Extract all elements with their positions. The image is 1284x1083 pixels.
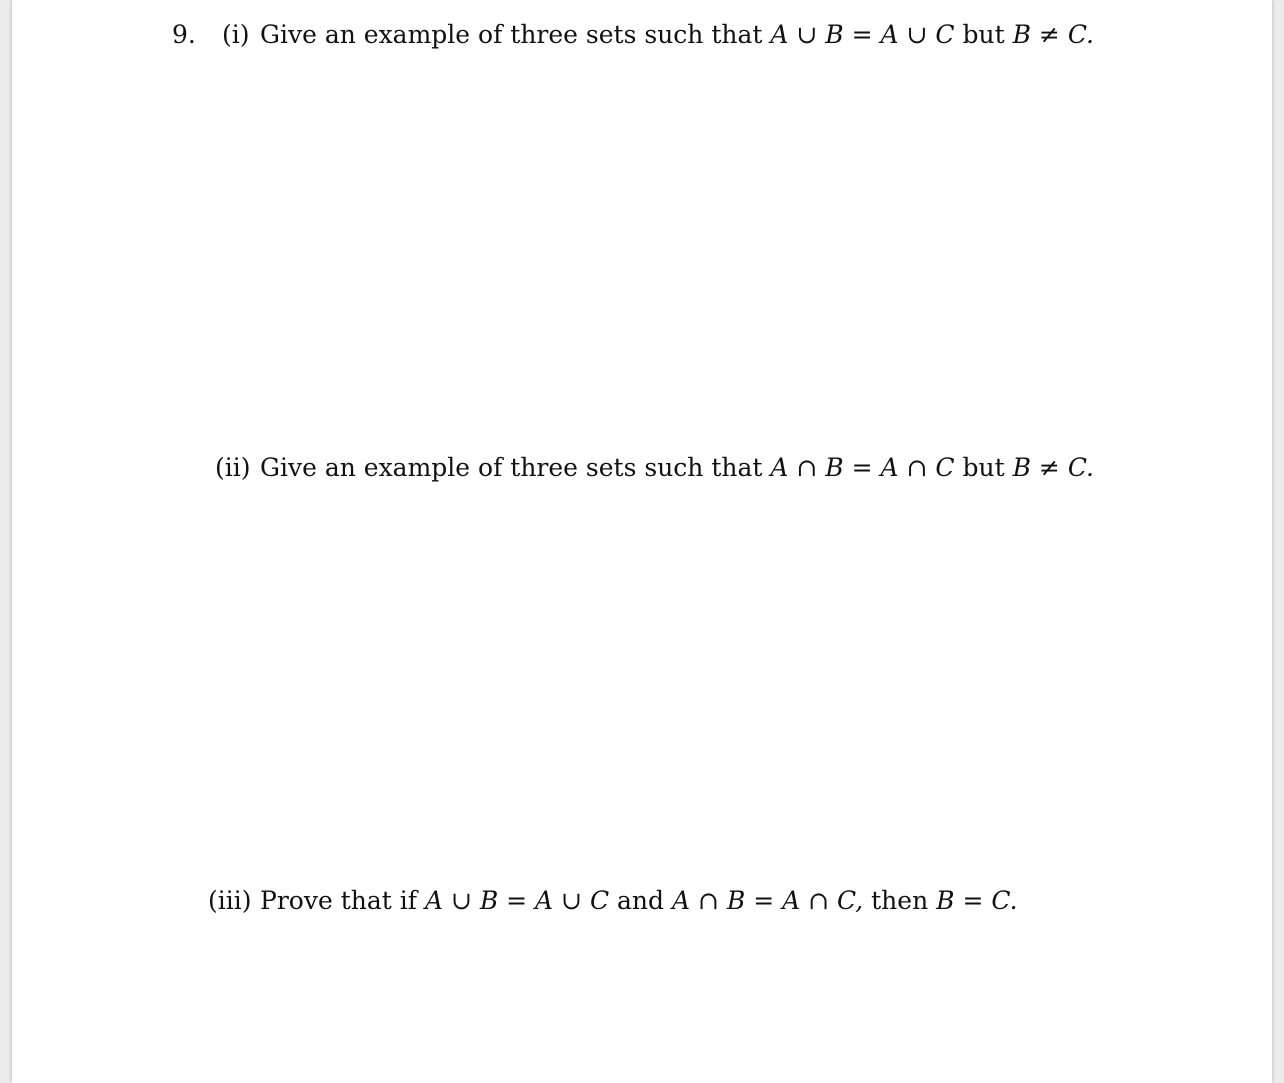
document-page bbox=[12, 0, 1272, 1083]
part-prefix: Prove that if bbox=[260, 886, 417, 915]
question-number: 9. bbox=[172, 20, 196, 49]
math-expression: A ∩ B = A ∩ C, bbox=[672, 886, 864, 915]
part-text bbox=[260, 20, 1094, 50]
part-connector: and bbox=[617, 886, 665, 915]
part-prefix: Give an example of three sets such that bbox=[260, 453, 763, 482]
part-text bbox=[260, 453, 1094, 483]
part-prefix: Give an example of three sets such that bbox=[260, 20, 763, 49]
part-label: (i) bbox=[222, 20, 250, 49]
math-expression: B ≠ C. bbox=[1012, 20, 1095, 49]
math-expression: A ∪ B = A ∪ C bbox=[770, 20, 955, 49]
part-connector: but bbox=[962, 20, 1005, 49]
part-connector: then bbox=[871, 886, 929, 915]
part-text bbox=[260, 886, 1018, 916]
math-expression: B ≠ C. bbox=[1012, 453, 1095, 482]
math-expression: A ∩ B = A ∩ C bbox=[770, 453, 955, 482]
part-connector: but bbox=[962, 453, 1005, 482]
math-expression: B = C. bbox=[936, 886, 1018, 915]
math-expression: A ∪ B = A ∪ C bbox=[424, 886, 610, 915]
part-label: (ii) bbox=[215, 453, 251, 482]
part-label: (iii) bbox=[208, 886, 252, 915]
